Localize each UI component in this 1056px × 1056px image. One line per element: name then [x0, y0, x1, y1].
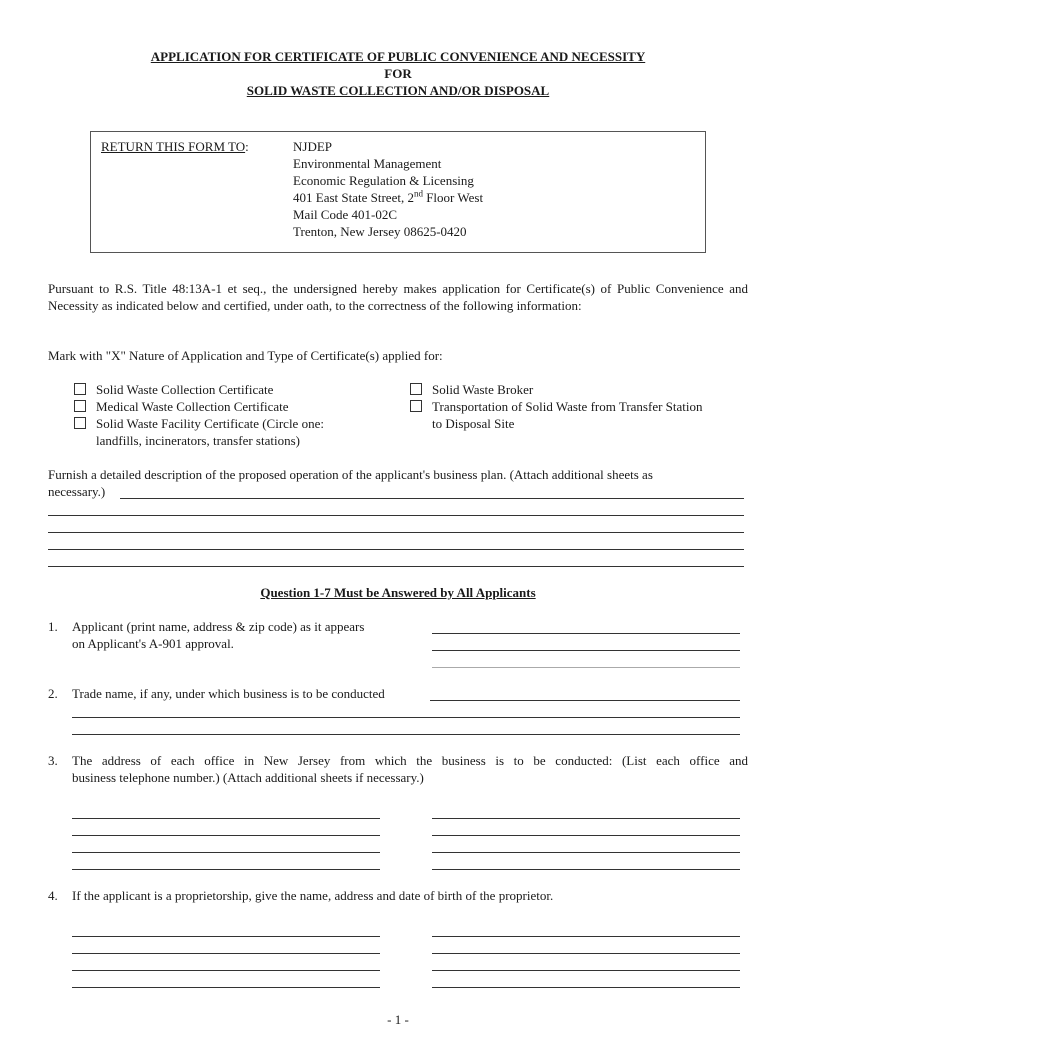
- q2-answer-line-3[interactable]: [72, 734, 740, 735]
- q2-number: 2.: [48, 686, 58, 701]
- option-medical-waste-collection: Medical Waste Collection Certificate: [96, 399, 289, 414]
- q1-text-line2: on Applicant's A-901 approval.: [72, 636, 234, 651]
- option-transportation-line2: to Disposal Site: [432, 416, 515, 431]
- q3-right-line-4[interactable]: [432, 869, 740, 870]
- q2-answer-line-1[interactable]: [430, 700, 740, 701]
- q3-number: 3.: [48, 753, 58, 768]
- q4-text: If the applicant is a proprietorship, give the name, address and date of birth of the proprietor.: [72, 888, 554, 903]
- q4-left-line-4[interactable]: [72, 987, 380, 988]
- q2-answer-line-2[interactable]: [72, 717, 740, 718]
- form-title-line1: APPLICATION FOR CERTIFICATE OF PUBLIC CONVENIENCE AND NECESSITY: [150, 49, 646, 64]
- checkbox-solid-waste-broker[interactable]: [410, 383, 422, 395]
- q4-right-line-2[interactable]: [432, 953, 740, 954]
- address-line-4-pre: 401 East State Street, 2: [293, 190, 414, 205]
- mark-instruction: Mark with "X" Nature of Application and Type of Certificate(s) applied for:: [48, 348, 443, 363]
- form-title-line3: SOLID WASTE COLLECTION AND/OR DISPOSAL: [246, 83, 550, 98]
- checkbox-transportation-transfer[interactable]: [410, 400, 422, 412]
- q4-left-line-1[interactable]: [72, 936, 380, 937]
- q3-text-line1: The address of each office in New Jersey from which the business is to be conducted: (List each office and: [72, 753, 748, 768]
- option-solid-waste-broker: Solid Waste Broker: [432, 382, 534, 397]
- address-line-4-post: Floor West: [422, 190, 484, 205]
- return-label: RETURN THIS FORM TO: [101, 139, 246, 154]
- q1-answer-line-2[interactable]: [432, 650, 740, 651]
- address-line-6: Trenton, New Jersey 08625-0420: [293, 224, 467, 239]
- business-plan-prompt-line2: necessary.): [48, 484, 106, 499]
- q4-left-line-3[interactable]: [72, 970, 380, 971]
- option-solid-waste-collection: Solid Waste Collection Certificate: [96, 382, 274, 397]
- checkbox-solid-waste-facility[interactable]: [74, 417, 86, 429]
- checkbox-solid-waste-collection[interactable]: [74, 383, 86, 395]
- intro-paragraph: Pursuant to R.S. Title 48:13A-1 et seq., the undersigned hereby makes application for Certificate(s) of Public Convenience and Necessity as indicated below and certified, under oath, to the correctness of the following information:: [48, 281, 748, 313]
- q3-left-line-2[interactable]: [72, 835, 380, 836]
- page-number: - 1 -: [387, 1012, 409, 1027]
- business-plan-line-5[interactable]: [48, 566, 744, 567]
- business-plan-prompt-line1: Furnish a detailed description of the proposed operation of the applicant's business plan. (Attach additional sheets as: [48, 467, 653, 482]
- questions-heading: Question 1-7 Must be Answered by All Applicants: [260, 585, 536, 600]
- q4-right-line-3[interactable]: [432, 970, 740, 971]
- q3-text-line2: business telephone number.) (Attach additional sheets if necessary.): [72, 770, 424, 785]
- q3-left-line-1[interactable]: [72, 818, 380, 819]
- q2-text: Trade name, if any, under which business is to be conducted: [72, 686, 385, 701]
- q1-number: 1.: [48, 619, 58, 634]
- q4-number: 4.: [48, 888, 58, 903]
- form-title-line2: FOR: [384, 66, 412, 81]
- return-label-group: [101, 138, 249, 155]
- option-solid-waste-facility-line2: landfills, incinerators, transfer stations): [96, 433, 300, 448]
- q1-answer-line-3[interactable]: [432, 667, 740, 668]
- business-plan-line-1[interactable]: [120, 498, 744, 499]
- option-solid-waste-facility-line1: Solid Waste Facility Certificate (Circle one:: [96, 416, 324, 431]
- address-line-4: [293, 189, 483, 206]
- q3-left-line-3[interactable]: [72, 852, 380, 853]
- checkbox-medical-waste-collection[interactable]: [74, 400, 86, 412]
- q4-right-line-4[interactable]: [432, 987, 740, 988]
- q3-right-line-1[interactable]: [432, 818, 740, 819]
- address-line-5: Mail Code 401-02C: [293, 207, 397, 222]
- q3-right-line-2[interactable]: [432, 835, 740, 836]
- return-label-colon: :: [245, 139, 249, 154]
- business-plan-line-3[interactable]: [48, 532, 744, 533]
- q3-right-line-3[interactable]: [432, 852, 740, 853]
- business-plan-line-2[interactable]: [48, 515, 744, 516]
- address-line-4-sup: nd: [413, 188, 423, 199]
- business-plan-line-4[interactable]: [48, 549, 744, 550]
- q4-right-line-1[interactable]: [432, 936, 740, 937]
- return-address-box: [90, 131, 706, 253]
- option-transportation-line1: Transportation of Solid Waste from Transfer Station: [432, 399, 703, 414]
- address-line-2: Environmental Management: [293, 156, 442, 171]
- q1-text-line1: Applicant (print name, address & zip code) as it appears: [72, 619, 365, 634]
- q4-left-line-2[interactable]: [72, 953, 380, 954]
- address-line-3: Economic Regulation & Licensing: [293, 173, 474, 188]
- q1-answer-line-1[interactable]: [432, 633, 740, 634]
- q3-left-line-4[interactable]: [72, 869, 380, 870]
- address-line-1: NJDEP: [293, 139, 333, 154]
